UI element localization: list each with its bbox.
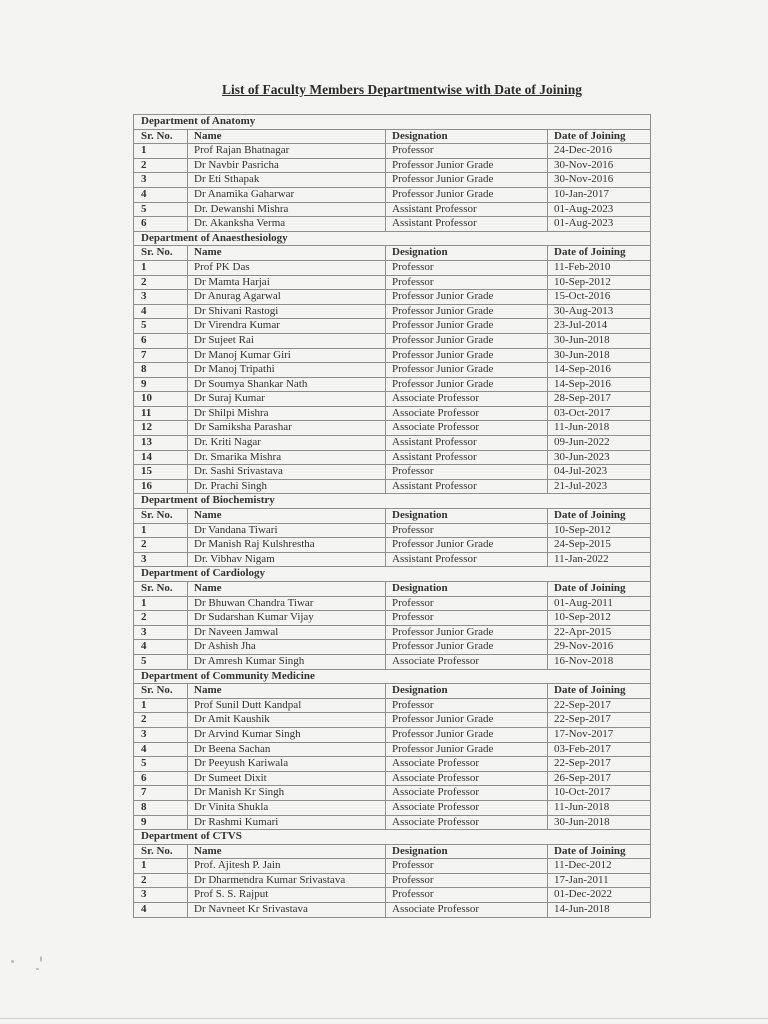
sr-no-cell: 2 <box>141 713 147 726</box>
column-header-date-of-joining: Date of Joining <box>547 684 650 698</box>
name-cell: Dr Peeyush Kariwala <box>187 757 385 771</box>
name-cell: Dr Rashmi Kumari <box>187 816 385 830</box>
faculty-row <box>134 188 650 203</box>
name-cell: Dr Sumeet Dixit <box>187 772 385 786</box>
faculty-row <box>134 349 650 364</box>
faculty-row <box>134 436 650 451</box>
column-header-designation: Designation <box>385 246 547 260</box>
column-header-sr-no: Sr. No. <box>141 844 173 857</box>
date-of-joining-cell: 14-Jun-2018 <box>547 903 650 917</box>
faculty-row <box>134 859 650 874</box>
name-cell: Prof S. S. Rajput <box>187 888 385 902</box>
column-header-row <box>134 246 650 261</box>
column-header-name: Name <box>187 130 385 144</box>
designation-cell: Professor Junior Grade <box>385 538 547 552</box>
name-cell: Dr Navneet Kr Srivastava <box>187 903 385 917</box>
name-cell: Dr Manish Kr Singh <box>187 786 385 800</box>
sr-no-cell: 14 <box>141 450 152 463</box>
designation-cell: Professor Junior Grade <box>385 743 547 757</box>
column-header-designation: Designation <box>385 130 547 144</box>
sr-no-cell: 1 <box>141 859 147 872</box>
designation-cell: Professor Junior Grade <box>385 626 547 640</box>
date-of-joining-cell: 23-Jul-2014 <box>547 319 650 333</box>
sr-no-cell: 3 <box>141 727 147 740</box>
name-cell: Dr Ashish Jha <box>187 640 385 654</box>
sr-no-cell: 9 <box>141 815 147 828</box>
sr-no-cell: 4 <box>141 187 147 200</box>
column-header-sr-no: Sr. No. <box>141 129 173 142</box>
designation-cell: Professor <box>385 874 547 888</box>
designation-cell: Professor Junior Grade <box>385 159 547 173</box>
department-section <box>134 830 650 918</box>
name-cell: Dr Amit Kaushik <box>187 713 385 727</box>
name-cell: Dr Shivani Rastogi <box>187 305 385 319</box>
column-header-sr-no: Sr. No. <box>141 509 173 522</box>
column-header-sr-no: Sr. No. <box>141 582 173 594</box>
name-cell: Dr Sudarshan Kumar Vijay <box>187 611 385 625</box>
faculty-row <box>134 144 650 159</box>
designation-cell: Professor Junior Grade <box>385 319 547 333</box>
name-cell: Dr Beena Sachan <box>187 743 385 757</box>
sr-no-cell: 10 <box>141 392 152 405</box>
designation-cell: Professor Junior Grade <box>385 363 547 377</box>
date-of-joining-cell: 22-Sep-2017 <box>547 699 650 713</box>
sr-no-cell: 2 <box>141 275 147 288</box>
name-cell: Dr Virendra Kumar <box>187 319 385 333</box>
faculty-table <box>133 114 651 918</box>
sr-no-cell: 3 <box>141 173 147 186</box>
column-header-designation: Designation <box>385 684 547 698</box>
designation-cell: Professor Junior Grade <box>385 290 547 304</box>
date-of-joining-cell: 15-Oct-2016 <box>547 290 650 304</box>
faculty-row <box>134 407 650 422</box>
column-header-sr-no: Sr. No. <box>141 684 173 697</box>
name-cell: Dr Shilpi Mishra <box>187 407 385 421</box>
sr-no-cell: 13 <box>141 436 152 449</box>
department-heading <box>134 115 650 130</box>
designation-cell: Professor <box>385 611 547 625</box>
name-cell: Dr Amresh Kumar Singh <box>187 655 385 669</box>
scan-artifact <box>40 956 42 962</box>
date-of-joining-cell: 11-Jan-2022 <box>547 553 650 567</box>
designation-cell: Professor Junior Grade <box>385 640 547 654</box>
date-of-joining-cell: 10-Jan-2017 <box>547 188 650 202</box>
date-of-joining-cell: 10-Sep-2012 <box>547 276 650 290</box>
designation-cell: Professor <box>385 597 547 611</box>
column-header-name: Name <box>187 582 385 596</box>
name-cell: Dr Eti Sthapak <box>187 173 385 187</box>
faculty-row <box>134 451 650 466</box>
column-header-name: Name <box>187 246 385 260</box>
date-of-joining-cell: 10-Sep-2012 <box>547 524 650 538</box>
faculty-row <box>134 538 650 553</box>
designation-cell: Associate Professor <box>385 903 547 917</box>
designation-cell: Professor <box>385 261 547 275</box>
department-name: Department of Anatomy <box>141 115 256 127</box>
designation-cell: Professor Junior Grade <box>385 378 547 392</box>
sr-no-cell: 8 <box>141 800 147 813</box>
date-of-joining-cell: 10-Sep-2012 <box>547 611 650 625</box>
sr-no-cell: 4 <box>141 640 147 653</box>
designation-cell: Professor <box>385 524 547 538</box>
sr-no-cell: 4 <box>141 903 147 916</box>
date-of-joining-cell: 14-Sep-2016 <box>547 363 650 377</box>
column-header-sr-no: Sr. No. <box>141 246 173 259</box>
sr-no-cell: 4 <box>141 742 147 755</box>
faculty-row <box>134 524 650 539</box>
designation-cell: Associate Professor <box>385 786 547 800</box>
name-cell: Dr Dharmendra Kumar Srivastava <box>187 874 385 888</box>
sr-no-cell: 6 <box>141 771 147 784</box>
column-header-row <box>134 130 650 145</box>
date-of-joining-cell: 30-Nov-2016 <box>547 173 650 187</box>
department-name: Department of Cardiology <box>141 567 266 580</box>
column-header-date-of-joining: Date of Joining <box>547 246 650 260</box>
column-header-designation: Designation <box>385 582 547 596</box>
designation-cell: Assistant Professor <box>385 217 547 231</box>
department-name: Department of Biochemistry <box>141 494 275 507</box>
faculty-row <box>134 203 650 218</box>
date-of-joining-cell: 24-Sep-2015 <box>547 538 650 552</box>
name-cell: Dr Vandana Tiwari <box>187 524 385 538</box>
sr-no-cell: 3 <box>141 625 147 638</box>
sr-no-cell: 5 <box>141 757 147 770</box>
sr-no-cell: 6 <box>141 217 147 230</box>
faculty-row <box>134 597 650 612</box>
column-header-row <box>134 684 650 699</box>
designation-cell: Professor <box>385 859 547 873</box>
sr-no-cell: 1 <box>141 596 147 609</box>
department-section <box>134 115 650 232</box>
date-of-joining-cell: 04-Jul-2023 <box>547 465 650 479</box>
name-cell: Dr Navbir Pasricha <box>187 159 385 173</box>
designation-cell: Professor <box>385 465 547 479</box>
faculty-row <box>134 626 650 641</box>
date-of-joining-cell: 22-Apr-2015 <box>547 626 650 640</box>
column-header-row <box>134 845 650 860</box>
name-cell: Dr. Kriti Nagar <box>187 436 385 450</box>
date-of-joining-cell: 14-Sep-2016 <box>547 378 650 392</box>
name-cell: Prof PK Das <box>187 261 385 275</box>
date-of-joining-cell: 03-Oct-2017 <box>547 407 650 421</box>
date-of-joining-cell: 30-Nov-2016 <box>547 159 650 173</box>
column-header-designation: Designation <box>385 845 547 859</box>
column-header-row <box>134 582 650 597</box>
name-cell: Dr. Prachi Singh <box>187 480 385 494</box>
designation-cell: Associate Professor <box>385 392 547 406</box>
designation-cell: Professor Junior Grade <box>385 305 547 319</box>
faculty-row <box>134 743 650 758</box>
date-of-joining-cell: 30-Jun-2018 <box>547 334 650 348</box>
faculty-row <box>134 261 650 276</box>
date-of-joining-cell: 29-Nov-2016 <box>547 640 650 654</box>
date-of-joining-cell: 01-Aug-2023 <box>547 217 650 231</box>
faculty-row <box>134 378 650 393</box>
designation-cell: Professor Junior Grade <box>385 349 547 363</box>
department-section <box>134 494 650 567</box>
designation-cell: Professor <box>385 144 547 158</box>
name-cell: Dr Naveen Jamwal <box>187 626 385 640</box>
designation-cell: Assistant Professor <box>385 436 547 450</box>
faculty-row <box>134 728 650 743</box>
date-of-joining-cell: 01-Aug-2023 <box>547 203 650 217</box>
date-of-joining-cell: 24-Dec-2016 <box>547 144 650 158</box>
faculty-row <box>134 276 650 291</box>
name-cell: Dr Vinita Shukla <box>187 801 385 815</box>
sr-no-cell: 2 <box>141 611 147 624</box>
scan-edge-line <box>0 1018 768 1019</box>
sr-no-cell: 3 <box>141 552 147 565</box>
sr-no-cell: 2 <box>141 873 147 886</box>
designation-cell: Professor <box>385 699 547 713</box>
date-of-joining-cell: 16-Nov-2018 <box>547 655 650 669</box>
sr-no-cell: 1 <box>141 144 147 157</box>
department-heading <box>134 232 650 247</box>
faculty-row <box>134 888 650 903</box>
date-of-joining-cell: 30-Jun-2018 <box>547 349 650 363</box>
sr-no-cell: 2 <box>141 158 147 171</box>
designation-cell: Assistant Professor <box>385 480 547 494</box>
designation-cell: Professor Junior Grade <box>385 173 547 187</box>
faculty-row <box>134 305 650 320</box>
date-of-joining-cell: 11-Feb-2010 <box>547 261 650 275</box>
name-cell: Prof Sunil Dutt Kandpal <box>187 699 385 713</box>
date-of-joining-cell: 09-Jun-2022 <box>547 436 650 450</box>
scan-artifact <box>11 960 14 963</box>
department-section <box>134 567 650 669</box>
sr-no-cell: 11 <box>141 406 152 419</box>
name-cell: Dr Manish Raj Kulshrestha <box>187 538 385 552</box>
column-header-name: Name <box>187 684 385 698</box>
sr-no-cell: 4 <box>141 304 147 317</box>
name-cell: Dr Mamta Harjai <box>187 276 385 290</box>
faculty-row <box>134 874 650 889</box>
designation-cell: Associate Professor <box>385 655 547 669</box>
date-of-joining-cell: 01-Aug-2011 <box>547 597 650 611</box>
name-cell: Dr Soumya Shankar Nath <box>187 378 385 392</box>
name-cell: Dr Suraj Kumar <box>187 392 385 406</box>
sr-no-cell: 2 <box>141 538 147 551</box>
date-of-joining-cell: 21-Jul-2023 <box>547 480 650 494</box>
date-of-joining-cell: 26-Sep-2017 <box>547 772 650 786</box>
designation-cell: Associate Professor <box>385 772 547 786</box>
faculty-row <box>134 217 650 232</box>
name-cell: Dr Arvind Kumar Singh <box>187 728 385 742</box>
designation-cell: Associate Professor <box>385 801 547 815</box>
date-of-joining-cell: 17-Jan-2011 <box>547 874 650 888</box>
designation-cell: Professor Junior Grade <box>385 713 547 727</box>
name-cell: Prof. Ajitesh P. Jain <box>187 859 385 873</box>
faculty-row <box>134 334 650 349</box>
designation-cell: Associate Professor <box>385 816 547 830</box>
date-of-joining-cell: 11-Jun-2018 <box>547 801 650 815</box>
sr-no-cell: 5 <box>141 654 147 667</box>
page-title: List of Faculty Members Departmentwise with Date of Joining <box>222 82 582 97</box>
faculty-row <box>134 159 650 174</box>
department-heading <box>134 567 650 582</box>
designation-cell: Professor <box>385 276 547 290</box>
column-header-date-of-joining: Date of Joining <box>547 582 650 596</box>
name-cell: Dr Manoj Kumar Giri <box>187 349 385 363</box>
department-name: Department of Anaesthesiology <box>141 231 288 244</box>
department-section <box>134 670 650 831</box>
faculty-row <box>134 903 650 918</box>
department-heading <box>134 830 650 845</box>
sr-no-cell: 5 <box>141 319 147 332</box>
faculty-row <box>134 655 650 670</box>
sr-no-cell: 1 <box>141 523 147 536</box>
faculty-row <box>134 465 650 480</box>
sr-no-cell: 12 <box>141 421 152 434</box>
column-header-name: Name <box>187 509 385 523</box>
date-of-joining-cell: 01-Dec-2022 <box>547 888 650 902</box>
date-of-joining-cell: 11-Jun-2018 <box>547 421 650 435</box>
faculty-row <box>134 816 650 831</box>
department-heading <box>134 670 650 685</box>
name-cell: Dr. Dewanshi Mishra <box>187 203 385 217</box>
faculty-row <box>134 553 650 568</box>
column-header-row <box>134 509 650 524</box>
department-name: Department of Community Medicine <box>141 669 315 682</box>
name-cell: Dr Samiksha Parashar <box>187 421 385 435</box>
department-name: Department of CTVS <box>141 830 242 843</box>
name-cell: Dr Bhuwan Chandra Tiwar <box>187 597 385 611</box>
sr-no-cell: 15 <box>141 465 152 478</box>
designation-cell: Associate Professor <box>385 407 547 421</box>
date-of-joining-cell: 10-Oct-2017 <box>547 786 650 800</box>
sr-no-cell: 7 <box>141 348 147 361</box>
designation-cell: Professor Junior Grade <box>385 728 547 742</box>
designation-cell: Associate Professor <box>385 757 547 771</box>
date-of-joining-cell: 11-Dec-2012 <box>547 859 650 873</box>
designation-cell: Professor Junior Grade <box>385 334 547 348</box>
faculty-row <box>134 173 650 188</box>
column-header-name: Name <box>187 845 385 859</box>
faculty-row <box>134 772 650 787</box>
sr-no-cell: 1 <box>141 698 147 711</box>
sr-no-cell: 7 <box>141 786 147 799</box>
name-cell: Dr Anamika Gaharwar <box>187 188 385 202</box>
name-cell: Dr Manoj Tripathi <box>187 363 385 377</box>
name-cell: Dr. Sashi Srivastava <box>187 465 385 479</box>
date-of-joining-cell: 30-Aug-2013 <box>547 305 650 319</box>
column-header-date-of-joining: Date of Joining <box>547 130 650 144</box>
sr-no-cell: 6 <box>141 333 147 346</box>
faculty-row <box>134 699 650 714</box>
sr-no-cell: 1 <box>141 260 147 273</box>
faculty-row <box>134 392 650 407</box>
designation-cell: Professor <box>385 888 547 902</box>
department-heading <box>134 494 650 509</box>
faculty-row <box>134 363 650 378</box>
scan-artifact <box>36 968 39 970</box>
faculty-row <box>134 757 650 772</box>
designation-cell: Assistant Professor <box>385 451 547 465</box>
date-of-joining-cell: 22-Sep-2017 <box>547 757 650 771</box>
date-of-joining-cell: 30-Jun-2023 <box>547 451 650 465</box>
designation-cell: Professor Junior Grade <box>385 188 547 202</box>
designation-cell: Assistant Professor <box>385 203 547 217</box>
department-section <box>134 232 650 495</box>
sr-no-cell: 3 <box>141 290 147 303</box>
date-of-joining-cell: 28-Sep-2017 <box>547 392 650 406</box>
faculty-row <box>134 421 650 436</box>
name-cell: Dr. Akanksha Verma <box>187 217 385 231</box>
column-header-date-of-joining: Date of Joining <box>547 509 650 523</box>
designation-cell: Assistant Professor <box>385 553 547 567</box>
sr-no-cell: 5 <box>141 202 147 215</box>
faculty-row <box>134 640 650 655</box>
name-cell: Dr. Smarika Mishra <box>187 451 385 465</box>
date-of-joining-cell: 30-Jun-2018 <box>547 816 650 830</box>
date-of-joining-cell: 17-Nov-2017 <box>547 728 650 742</box>
faculty-row <box>134 480 650 495</box>
faculty-row <box>134 319 650 334</box>
faculty-row <box>134 713 650 728</box>
faculty-row <box>134 290 650 305</box>
name-cell: Dr Sujeet Rai <box>187 334 385 348</box>
column-header-date-of-joining: Date of Joining <box>547 845 650 859</box>
name-cell: Dr Anurag Agarwal <box>187 290 385 304</box>
column-header-designation: Designation <box>385 509 547 523</box>
sr-no-cell: 3 <box>141 888 147 901</box>
sr-no-cell: 9 <box>141 377 147 390</box>
faculty-row <box>134 786 650 801</box>
date-of-joining-cell: 03-Feb-2017 <box>547 743 650 757</box>
faculty-row <box>134 611 650 626</box>
sr-no-cell: 8 <box>141 363 147 376</box>
faculty-row <box>134 801 650 816</box>
name-cell: Dr. Vibhav Nigam <box>187 553 385 567</box>
date-of-joining-cell: 22-Sep-2017 <box>547 713 650 727</box>
name-cell: Prof Rajan Bhatnagar <box>187 144 385 158</box>
sr-no-cell: 16 <box>141 479 152 492</box>
designation-cell: Associate Professor <box>385 421 547 435</box>
